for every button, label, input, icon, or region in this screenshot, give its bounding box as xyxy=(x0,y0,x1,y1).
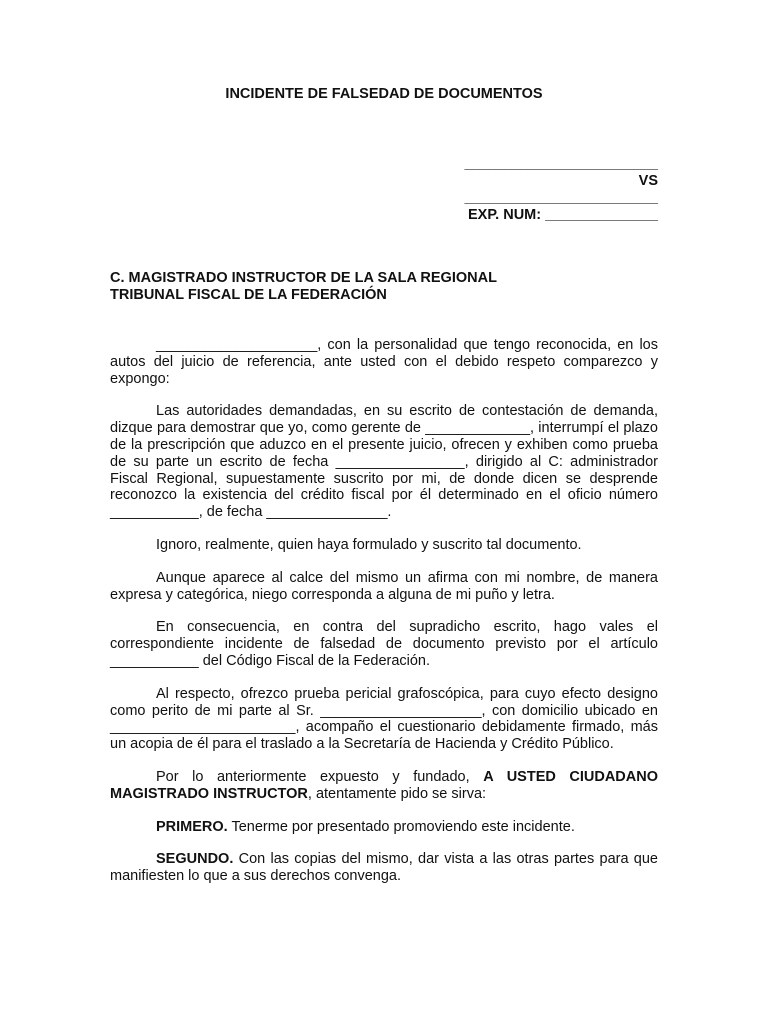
paragraph-second-point xyxy=(110,851,658,885)
first-point-label: PRIMERO. xyxy=(156,818,228,835)
request-addressee-bold: A USTED CIUDADANO MAGISTRADO INSTRUCTOR xyxy=(110,768,658,802)
paragraph-first-point xyxy=(110,819,658,836)
first-point-text: Tenerme por presentado promoviendo este incidente. xyxy=(227,818,575,835)
second-point-label: SEGUNDO. xyxy=(156,851,234,868)
paragraph-expert-evidence: Al respecto, ofrezco prueba pericial grafoscópica, para cuyo efecto designo como perito de mi parte al Sr. ____________________, con domicilio ubicado en _______________________, acompaño el cuestionario debidamente firmado, más un acopia de él para el traslado a la Secretaría de Hacienda y Crédito Público. xyxy=(110,685,658,753)
paragraph-ignore: Ignoro, realmente, quien haya formulado y suscrito tal documento. xyxy=(156,536,582,553)
caption-party-2: ________________________ xyxy=(464,190,658,206)
paragraph-consequence: En consecuencia, en contra del supradicho escrito, hago vales el correspondiente incidente de falsedad de documento previsto por el artículo ___________ del Código Fiscal de la Federación. xyxy=(110,619,658,669)
second-point-text: Con las copias del mismo, dar vista a las otras partes para que manifiesten lo que a sus derechos convenga. xyxy=(110,851,658,885)
addressee-block xyxy=(110,270,497,304)
paragraph-signature-denial: Aunque aparece al calce del mismo un afirma con mi nombre, de manera expresa y categórica, niego corresponda a alguna de mi puño y letra. xyxy=(110,569,658,603)
caption-file-number: EXP. NUM: ______________ xyxy=(468,207,658,223)
paragraph-appearance: ____________________, con la personalidad que tengo reconocida, en los autos del juicio de referencia, ante usted con el debido respeto comparezco y expongo: xyxy=(110,337,658,387)
request-intro: Por lo anteriormente expuesto y fundado, xyxy=(156,768,484,785)
document-title-text: INCIDENTE DE FALSEDAD DE DOCUMENTOS xyxy=(225,86,543,102)
document-body xyxy=(110,337,658,901)
paragraph-request xyxy=(110,769,658,803)
paragraph-authorities: Las autoridades demandadas, en su escrito de contestación de demanda, dizque para demostrar que yo, como gerente de _____________, interrumpí el plazo de la prescripción que aduzco en el presente juicio, ofrecen y exhiben como prueba de su parte un escrito de fecha ________________, dirigido al C: administrador Fiscal Regional, supuestamente suscrito por mi, de donde dicen se desprende reconozco la existencia del crédito fiscal por él determinado en el oficio número ___________, de fecha _______________. xyxy=(110,403,658,521)
addressee-line-1: C. MAGISTRADO INSTRUCTOR DE LA SALA REGIONAL xyxy=(110,270,497,286)
request-closing: , atentamente pido se sirva: xyxy=(307,785,487,802)
addressee-line-2: TRIBUNAL FISCAL DE LA FEDERACIÓN xyxy=(110,287,387,303)
caption-party-1: ________________________ xyxy=(464,156,658,172)
document-title xyxy=(0,86,768,103)
case-caption xyxy=(438,156,658,224)
caption-versus: VS xyxy=(638,173,658,189)
